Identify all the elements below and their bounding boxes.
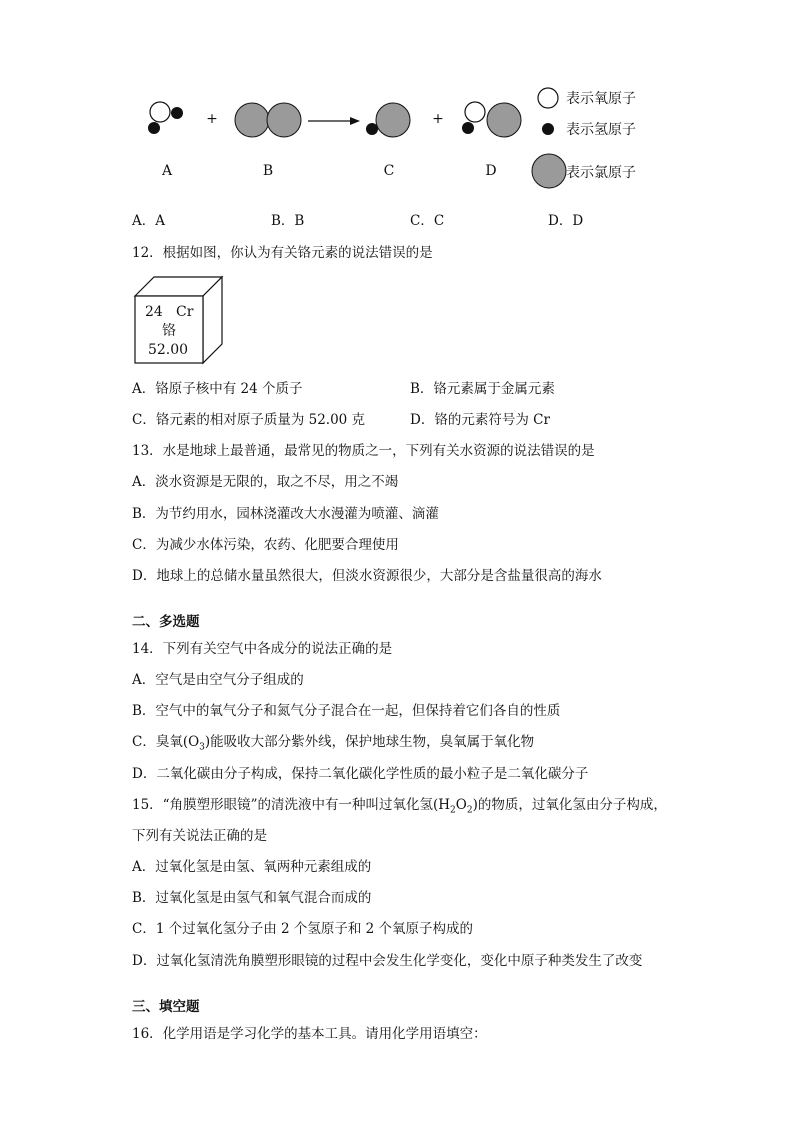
text-run: O	[455, 797, 467, 813]
molecule-a	[148, 102, 183, 134]
reaction-arrow	[308, 117, 360, 125]
q13-option-d: D．地球上的总储水量虽然很大，但淡水资源很少，大部分是含盐量很高的海水	[132, 568, 602, 584]
atomic-number: 24	[145, 304, 163, 320]
q14-option-c	[132, 733, 534, 751]
q12-option-b: B．铬元素属于金属元素	[410, 381, 555, 397]
oxygen-atom-icon	[538, 88, 558, 108]
section-title-fill-in: 三、填空题	[132, 999, 200, 1015]
chlorine-atom-icon	[532, 154, 566, 188]
q13-option-a: A．淡水资源是无限的，取之不尽，用之不竭	[132, 474, 399, 490]
text-run: )能吸收大部分紫外线，保护地球生物，臭氧属于氧化物	[204, 734, 535, 750]
question-15-stem-line2: 下列有关说法正确的是	[132, 828, 267, 844]
option-c: C．C	[410, 213, 445, 229]
label-c: C	[383, 163, 395, 179]
legend-oxygen: 表示氧原子	[566, 91, 636, 107]
option-a: A．A	[132, 213, 165, 229]
q15-option-a: A．过氧化氢是由氢、氧两种元素组成的	[132, 859, 372, 875]
q12-option-c: C．铬元素的相对原子质量为 52.00 克	[132, 412, 366, 428]
text-run: )的物质，过氧化氢由分子构成，	[472, 797, 667, 813]
q13-option-b: B．为节约用水，园林浇灌改大水漫灌为喷灌、滴灌	[132, 506, 439, 522]
label-a: A	[161, 163, 173, 179]
molecule-b	[235, 103, 301, 137]
question-13-stem: 13．水是地球上最普通，最常见的物质之一，下列有关水资源的说法错误的是	[132, 443, 595, 459]
subscript: 2	[466, 805, 473, 816]
q12-option-a: A．铬原子核中有 24 个质子	[132, 381, 303, 397]
element-symbol: Cr	[176, 304, 194, 320]
q14-option-a: A．空气是由空气分子组成的	[132, 672, 304, 688]
molecule-d	[462, 102, 521, 137]
option-d: D．D	[548, 213, 584, 229]
element-cube	[130, 272, 230, 372]
q12-option-d: D．铬的元素符号为 Cr	[410, 412, 550, 428]
question-15-stem-line1	[132, 796, 667, 814]
hydrogen-atom-icon	[542, 123, 554, 135]
subscript: 3	[199, 742, 205, 753]
question-14-stem: 14．下列有关空气中各成分的说法正确的是	[132, 641, 393, 657]
q15-option-c: C．1 个过氧化氢分子由 2 个氢原子和 2 个氧原子构成的	[132, 921, 474, 937]
reaction-diagram	[0, 80, 794, 190]
label-d: D	[485, 163, 497, 179]
question-12-stem: 12．根据如图，你认为有关铬元素的说法错误的是	[132, 245, 433, 261]
molecule-c	[366, 103, 410, 137]
q15-option-d: D．过氧化氢清洗角膜塑形眼镜的过程中会发生化学变化，变化中原子种类发生了改变	[132, 953, 643, 969]
q14-option-d: D．二氧化碳由分子构成，保持二氧化碳化学性质的最小粒子是二氧化碳分子	[132, 766, 589, 782]
legend-hydrogen: 表示氢原子	[566, 122, 636, 138]
plus-sign: +	[206, 111, 218, 127]
atomic-mass: 52.00	[147, 342, 189, 358]
subscript: 2	[450, 805, 456, 816]
legend-chlorine: 表示氯原子	[566, 165, 636, 181]
q14-option-b: B．空气中的氧气分子和氮气分子混合在一起，但保持着它们各自的性质	[132, 703, 561, 719]
option-b: B．B	[271, 213, 305, 229]
plus-sign: +	[432, 111, 444, 127]
section-title-multiple-choice: 二、多选题	[132, 614, 200, 630]
q15-option-b: B．过氧化氢是由氢气和氧气混合而成的	[132, 890, 372, 906]
label-b: B	[262, 163, 274, 179]
text-run: 15．“角膜塑形眼镜”的清洗液中有一种叫过氧化氢(H	[132, 797, 451, 813]
question-16-stem: 16．化学用语是学习化学的基本工具。请用化学用语填空：	[132, 1026, 487, 1042]
legend	[532, 88, 636, 188]
text-run: C．臭氧(O	[132, 734, 200, 750]
element-name: 铬	[162, 323, 176, 339]
q13-option-c: C．为减少水体污染，农药、化肥要合理使用	[132, 537, 399, 553]
